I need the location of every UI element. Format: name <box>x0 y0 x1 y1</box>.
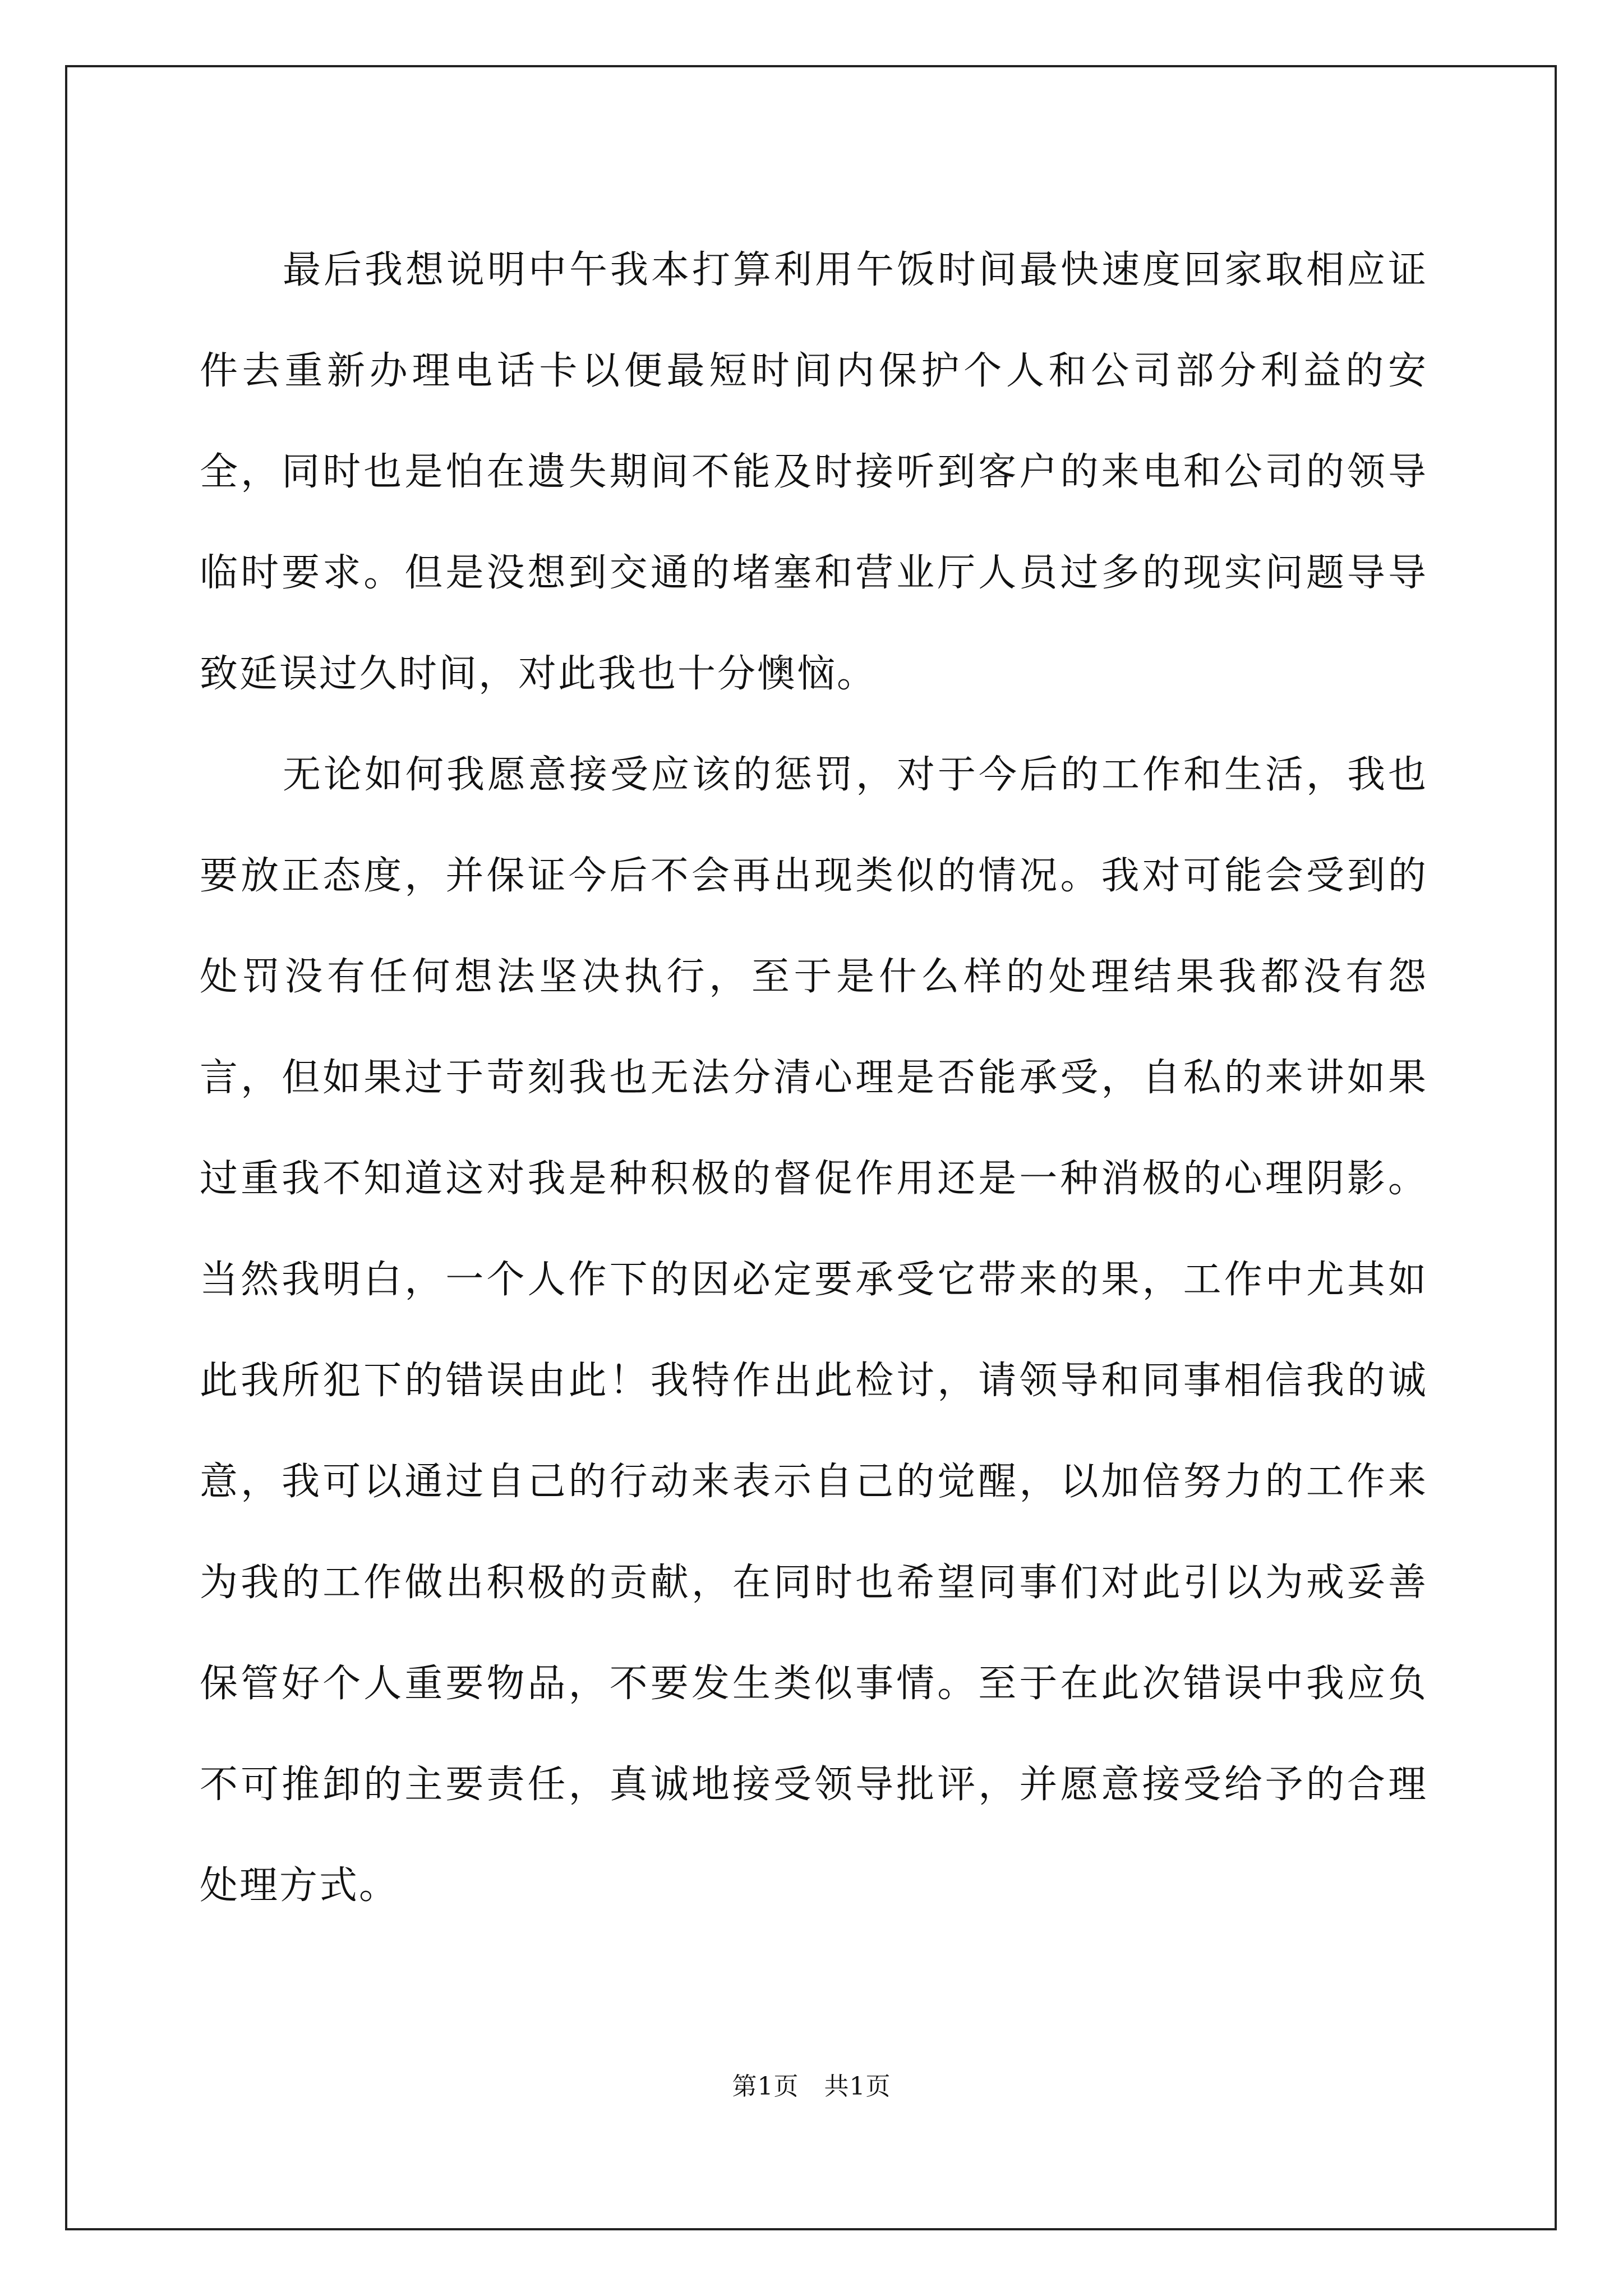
page-number-footer: 第1页 共1页 <box>732 2072 891 2101</box>
paragraph-1: 最后我想说明中午我本打算利用午饭时间最快速度回家取相应证件去重新办理电话卡以便最短时间内保护个人和公司部分利益的安全，同时也是怕在遗失期间不能及时接听到客户的来电和公司的领导临时要求。但是没想到交通的堵塞和营业厅人员过多的现实问题导导致延误过久时间，对此我也十分懊恼。 <box>200 248 1428 696</box>
paragraph-2: 无论如何我愿意接受应该的惩罚，对于今后的工作和生活，我也要放正态度，并保证今后不会再出现类似的情况。我对可能会受到的处罚没有任何想法坚决执行，至于是什么样的处理结果我都没有怨言，但如果过于苛刻我也无法分清心理是否能承受，自私的来讲如果过重我不知道这对我是种积极的督促作用还是一种消极的心理阴影。当然我明白，一个人作下的因必定要承受它带来的果，工作中尤其如此我所犯下的错误由此！我特作出此检讨，请领导和同事相信我的诚意，我可以通过自己的行动来表示自己的觉醒，以加倍努力的工作来为我的工作做出积极的贡献，在同时也希望同事们对此引以为戒妥善保管好个人重要物品，不要发生类似事情。至于在此次错误中我应负不可推卸的主要责任，真诚地接受领导批评，并愿意接受给予的合理处理方式。 <box>200 753 1428 1908</box>
document-body <box>200 220 1428 1936</box>
